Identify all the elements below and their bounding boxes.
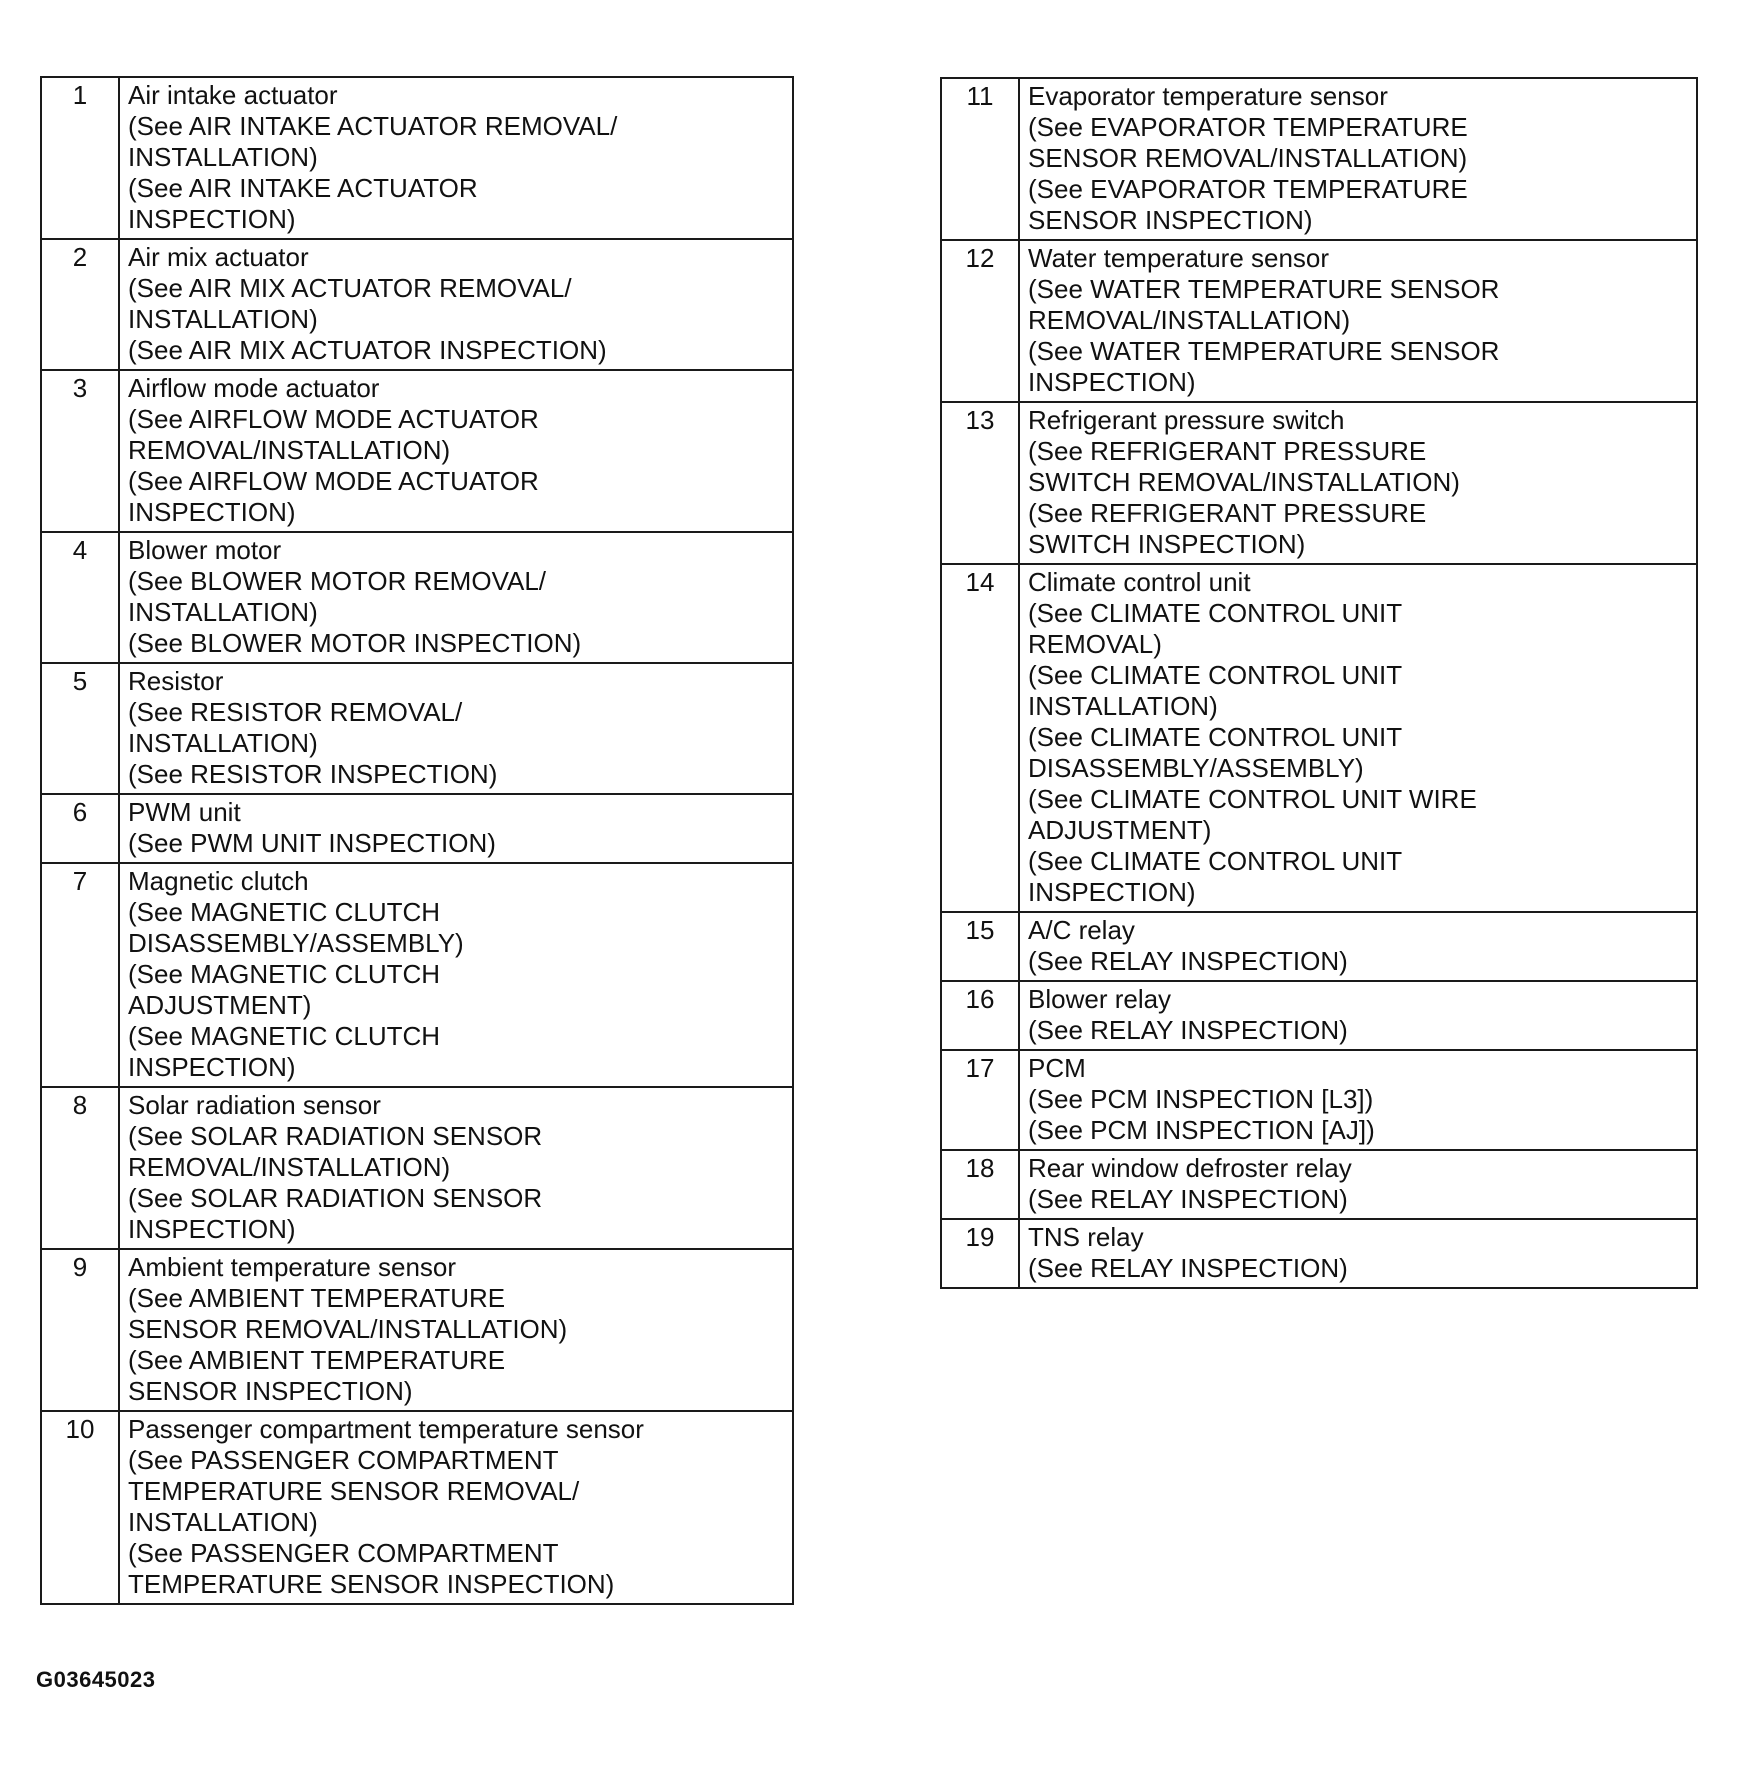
table-row xyxy=(941,1219,1697,1288)
reference-line: (See WATER TEMPERATURE SENSOR xyxy=(1028,336,1500,366)
table-row xyxy=(941,912,1697,981)
component-name: Refrigerant pressure switch xyxy=(1028,405,1345,435)
reference-line: (See RELAY INSPECTION) xyxy=(1028,946,1348,976)
item-number: 5 xyxy=(41,663,119,794)
reference-line: REMOVAL) xyxy=(1028,629,1162,659)
reference-line: (See BLOWER MOTOR INSPECTION) xyxy=(128,628,582,658)
item-number: 9 xyxy=(41,1249,119,1411)
table-row xyxy=(941,402,1697,564)
item-number: 8 xyxy=(41,1087,119,1249)
item-description xyxy=(119,1411,793,1604)
component-name: Blower relay xyxy=(1028,984,1172,1014)
component-name: Solar radiation sensor xyxy=(128,1090,381,1120)
reference-line: (See RELAY INSPECTION) xyxy=(1028,1253,1348,1283)
reference-line: (See AIR MIX ACTUATOR REMOVAL/ xyxy=(128,273,572,303)
item-description xyxy=(119,863,793,1087)
table-row xyxy=(941,1050,1697,1150)
reference-line: INSPECTION) xyxy=(1028,877,1196,907)
item-description xyxy=(1019,402,1697,564)
reference-line: (See AMBIENT TEMPERATURE xyxy=(128,1345,506,1375)
reference-line: SENSOR INSPECTION) xyxy=(128,1376,413,1406)
item-description xyxy=(1019,912,1697,981)
reference-line: (See RESISTOR REMOVAL/ xyxy=(128,697,463,727)
component-name: Water temperature sensor xyxy=(1028,243,1330,273)
reference-line: INSPECTION) xyxy=(128,497,296,527)
reference-line: (See REFRIGERANT PRESSURE xyxy=(1028,498,1427,528)
item-description xyxy=(1019,1050,1697,1150)
component-table-right xyxy=(940,77,1698,1289)
item-description xyxy=(1019,240,1697,402)
reference-line: ADJUSTMENT) xyxy=(128,990,312,1020)
item-number: 19 xyxy=(941,1219,1019,1288)
item-number: 14 xyxy=(941,564,1019,912)
reference-line: DISASSEMBLY/ASSEMBLY) xyxy=(128,928,464,958)
table-row xyxy=(41,863,793,1087)
reference-line: (See RESISTOR INSPECTION) xyxy=(128,759,498,789)
reference-line: INSTALLATION) xyxy=(128,304,318,334)
item-number: 12 xyxy=(941,240,1019,402)
reference-line: (See RELAY INSPECTION) xyxy=(1028,1015,1348,1045)
table-row xyxy=(941,564,1697,912)
component-name: Rear window defroster relay xyxy=(1028,1153,1352,1183)
item-description xyxy=(1019,981,1697,1050)
reference-line: (See AIRFLOW MODE ACTUATOR xyxy=(128,466,539,496)
reference-line: (See PCM INSPECTION [AJ]) xyxy=(1028,1115,1375,1145)
reference-line: (See SOLAR RADIATION SENSOR xyxy=(128,1121,543,1151)
component-name: PWM unit xyxy=(128,797,241,827)
reference-line: (See WATER TEMPERATURE SENSOR xyxy=(1028,274,1500,304)
component-table-left-body xyxy=(41,77,793,1604)
component-name: Evaporator temperature sensor xyxy=(1028,81,1388,111)
reference-line: INSTALLATION) xyxy=(128,142,318,172)
reference-line: (See PASSENGER COMPARTMENT xyxy=(128,1445,559,1475)
table-row xyxy=(41,532,793,663)
item-number: 4 xyxy=(41,532,119,663)
component-table-right-body xyxy=(941,78,1697,1288)
reference-line: INSPECTION) xyxy=(128,204,296,234)
reference-line: (See REFRIGERANT PRESSURE xyxy=(1028,436,1427,466)
item-number: 16 xyxy=(941,981,1019,1050)
table-row xyxy=(941,1150,1697,1219)
reference-line: SENSOR REMOVAL/INSTALLATION) xyxy=(1028,143,1468,173)
reference-line: (See MAGNETIC CLUTCH xyxy=(128,897,441,927)
reference-line: (See AIR INTAKE ACTUATOR REMOVAL/ xyxy=(128,111,618,141)
component-name: Magnetic clutch xyxy=(128,866,309,896)
reference-line: (See CLIMATE CONTROL UNIT xyxy=(1028,660,1403,690)
reference-line: TEMPERATURE SENSOR INSPECTION) xyxy=(128,1569,615,1599)
reference-line: SENSOR REMOVAL/INSTALLATION) xyxy=(128,1314,568,1344)
component-name: Ambient temperature sensor xyxy=(128,1252,457,1282)
item-number: 13 xyxy=(941,402,1019,564)
item-number: 3 xyxy=(41,370,119,532)
reference-line: REMOVAL/INSTALLATION) xyxy=(128,435,451,465)
reference-line: REMOVAL/INSTALLATION) xyxy=(1028,305,1351,335)
reference-line: (See CLIMATE CONTROL UNIT xyxy=(1028,598,1403,628)
component-name: PCM xyxy=(1028,1053,1086,1083)
reference-line: (See AIR INTAKE ACTUATOR xyxy=(128,173,478,203)
component-table-left xyxy=(40,76,794,1605)
item-number: 6 xyxy=(41,794,119,863)
reference-line: (See EVAPORATOR TEMPERATURE xyxy=(1028,174,1468,204)
reference-line: (See PCM INSPECTION [L3]) xyxy=(1028,1084,1374,1114)
item-number: 2 xyxy=(41,239,119,370)
reference-line: DISASSEMBLY/ASSEMBLY) xyxy=(1028,753,1364,783)
item-description xyxy=(1019,1219,1697,1288)
reference-line: (See BLOWER MOTOR REMOVAL/ xyxy=(128,566,547,596)
table-row xyxy=(41,1411,793,1604)
reference-line: (See EVAPORATOR TEMPERATURE xyxy=(1028,112,1468,142)
reference-line: (See MAGNETIC CLUTCH xyxy=(128,959,441,989)
item-description xyxy=(119,1087,793,1249)
reference-line: (See CLIMATE CONTROL UNIT WIRE xyxy=(1028,784,1477,814)
item-description xyxy=(1019,1150,1697,1219)
item-description xyxy=(1019,78,1697,240)
table-row xyxy=(941,981,1697,1050)
reference-line: INSTALLATION) xyxy=(128,1507,318,1537)
item-description xyxy=(119,239,793,370)
item-number: 7 xyxy=(41,863,119,1087)
table-row xyxy=(41,370,793,532)
table-row xyxy=(941,78,1697,240)
item-description xyxy=(119,1249,793,1411)
item-number: 1 xyxy=(41,77,119,239)
component-name: A/C relay xyxy=(1028,915,1135,945)
reference-line: SENSOR INSPECTION) xyxy=(1028,205,1313,235)
table-row xyxy=(41,77,793,239)
reference-line: REMOVAL/INSTALLATION) xyxy=(128,1152,451,1182)
table-row xyxy=(41,794,793,863)
reference-line: (See SOLAR RADIATION SENSOR xyxy=(128,1183,543,1213)
component-name: TNS relay xyxy=(1028,1222,1144,1252)
table-row xyxy=(41,1087,793,1249)
table-row xyxy=(41,239,793,370)
reference-line: INSPECTION) xyxy=(128,1214,296,1244)
component-name: Air mix actuator xyxy=(128,242,309,272)
reference-line: TEMPERATURE SENSOR REMOVAL/ xyxy=(128,1476,580,1506)
reference-line: INSTALLATION) xyxy=(1028,691,1218,721)
item-description xyxy=(119,794,793,863)
component-name: Resistor xyxy=(128,666,224,696)
reference-line: (See CLIMATE CONTROL UNIT xyxy=(1028,722,1403,752)
component-name: Blower motor xyxy=(128,535,282,565)
figure-id: G03645023 xyxy=(36,1667,156,1692)
item-number: 11 xyxy=(941,78,1019,240)
reference-line: INSPECTION) xyxy=(1028,367,1196,397)
reference-line: (See AIRFLOW MODE ACTUATOR xyxy=(128,404,539,434)
reference-line: (See AIR MIX ACTUATOR INSPECTION) xyxy=(128,335,607,365)
reference-line: INSTALLATION) xyxy=(128,728,318,758)
reference-line: INSTALLATION) xyxy=(128,597,318,627)
reference-line: SWITCH REMOVAL/INSTALLATION) xyxy=(1028,467,1460,497)
table-row xyxy=(41,663,793,794)
reference-line: SWITCH INSPECTION) xyxy=(1028,529,1306,559)
item-description xyxy=(119,370,793,532)
reference-line: (See CLIMATE CONTROL UNIT xyxy=(1028,846,1403,876)
item-number: 17 xyxy=(941,1050,1019,1150)
item-description xyxy=(1019,564,1697,912)
component-name: Climate control unit xyxy=(1028,567,1251,597)
item-description xyxy=(119,77,793,239)
component-name: Air intake actuator xyxy=(128,80,338,110)
component-name: Airflow mode actuator xyxy=(128,373,380,403)
item-number: 10 xyxy=(41,1411,119,1604)
table-row xyxy=(941,240,1697,402)
reference-line: (See PASSENGER COMPARTMENT xyxy=(128,1538,559,1568)
reference-line: (See MAGNETIC CLUTCH xyxy=(128,1021,441,1051)
component-name: Passenger compartment temperature sensor xyxy=(128,1414,644,1444)
item-description xyxy=(119,532,793,663)
table-row xyxy=(41,1249,793,1411)
reference-line: (See AMBIENT TEMPERATURE xyxy=(128,1283,506,1313)
item-number: 18 xyxy=(941,1150,1019,1219)
item-description xyxy=(119,663,793,794)
reference-line: ADJUSTMENT) xyxy=(1028,815,1212,845)
reference-line: (See RELAY INSPECTION) xyxy=(1028,1184,1348,1214)
item-number: 15 xyxy=(941,912,1019,981)
reference-line: (See PWM UNIT INSPECTION) xyxy=(128,828,496,858)
reference-line: INSPECTION) xyxy=(128,1052,296,1082)
